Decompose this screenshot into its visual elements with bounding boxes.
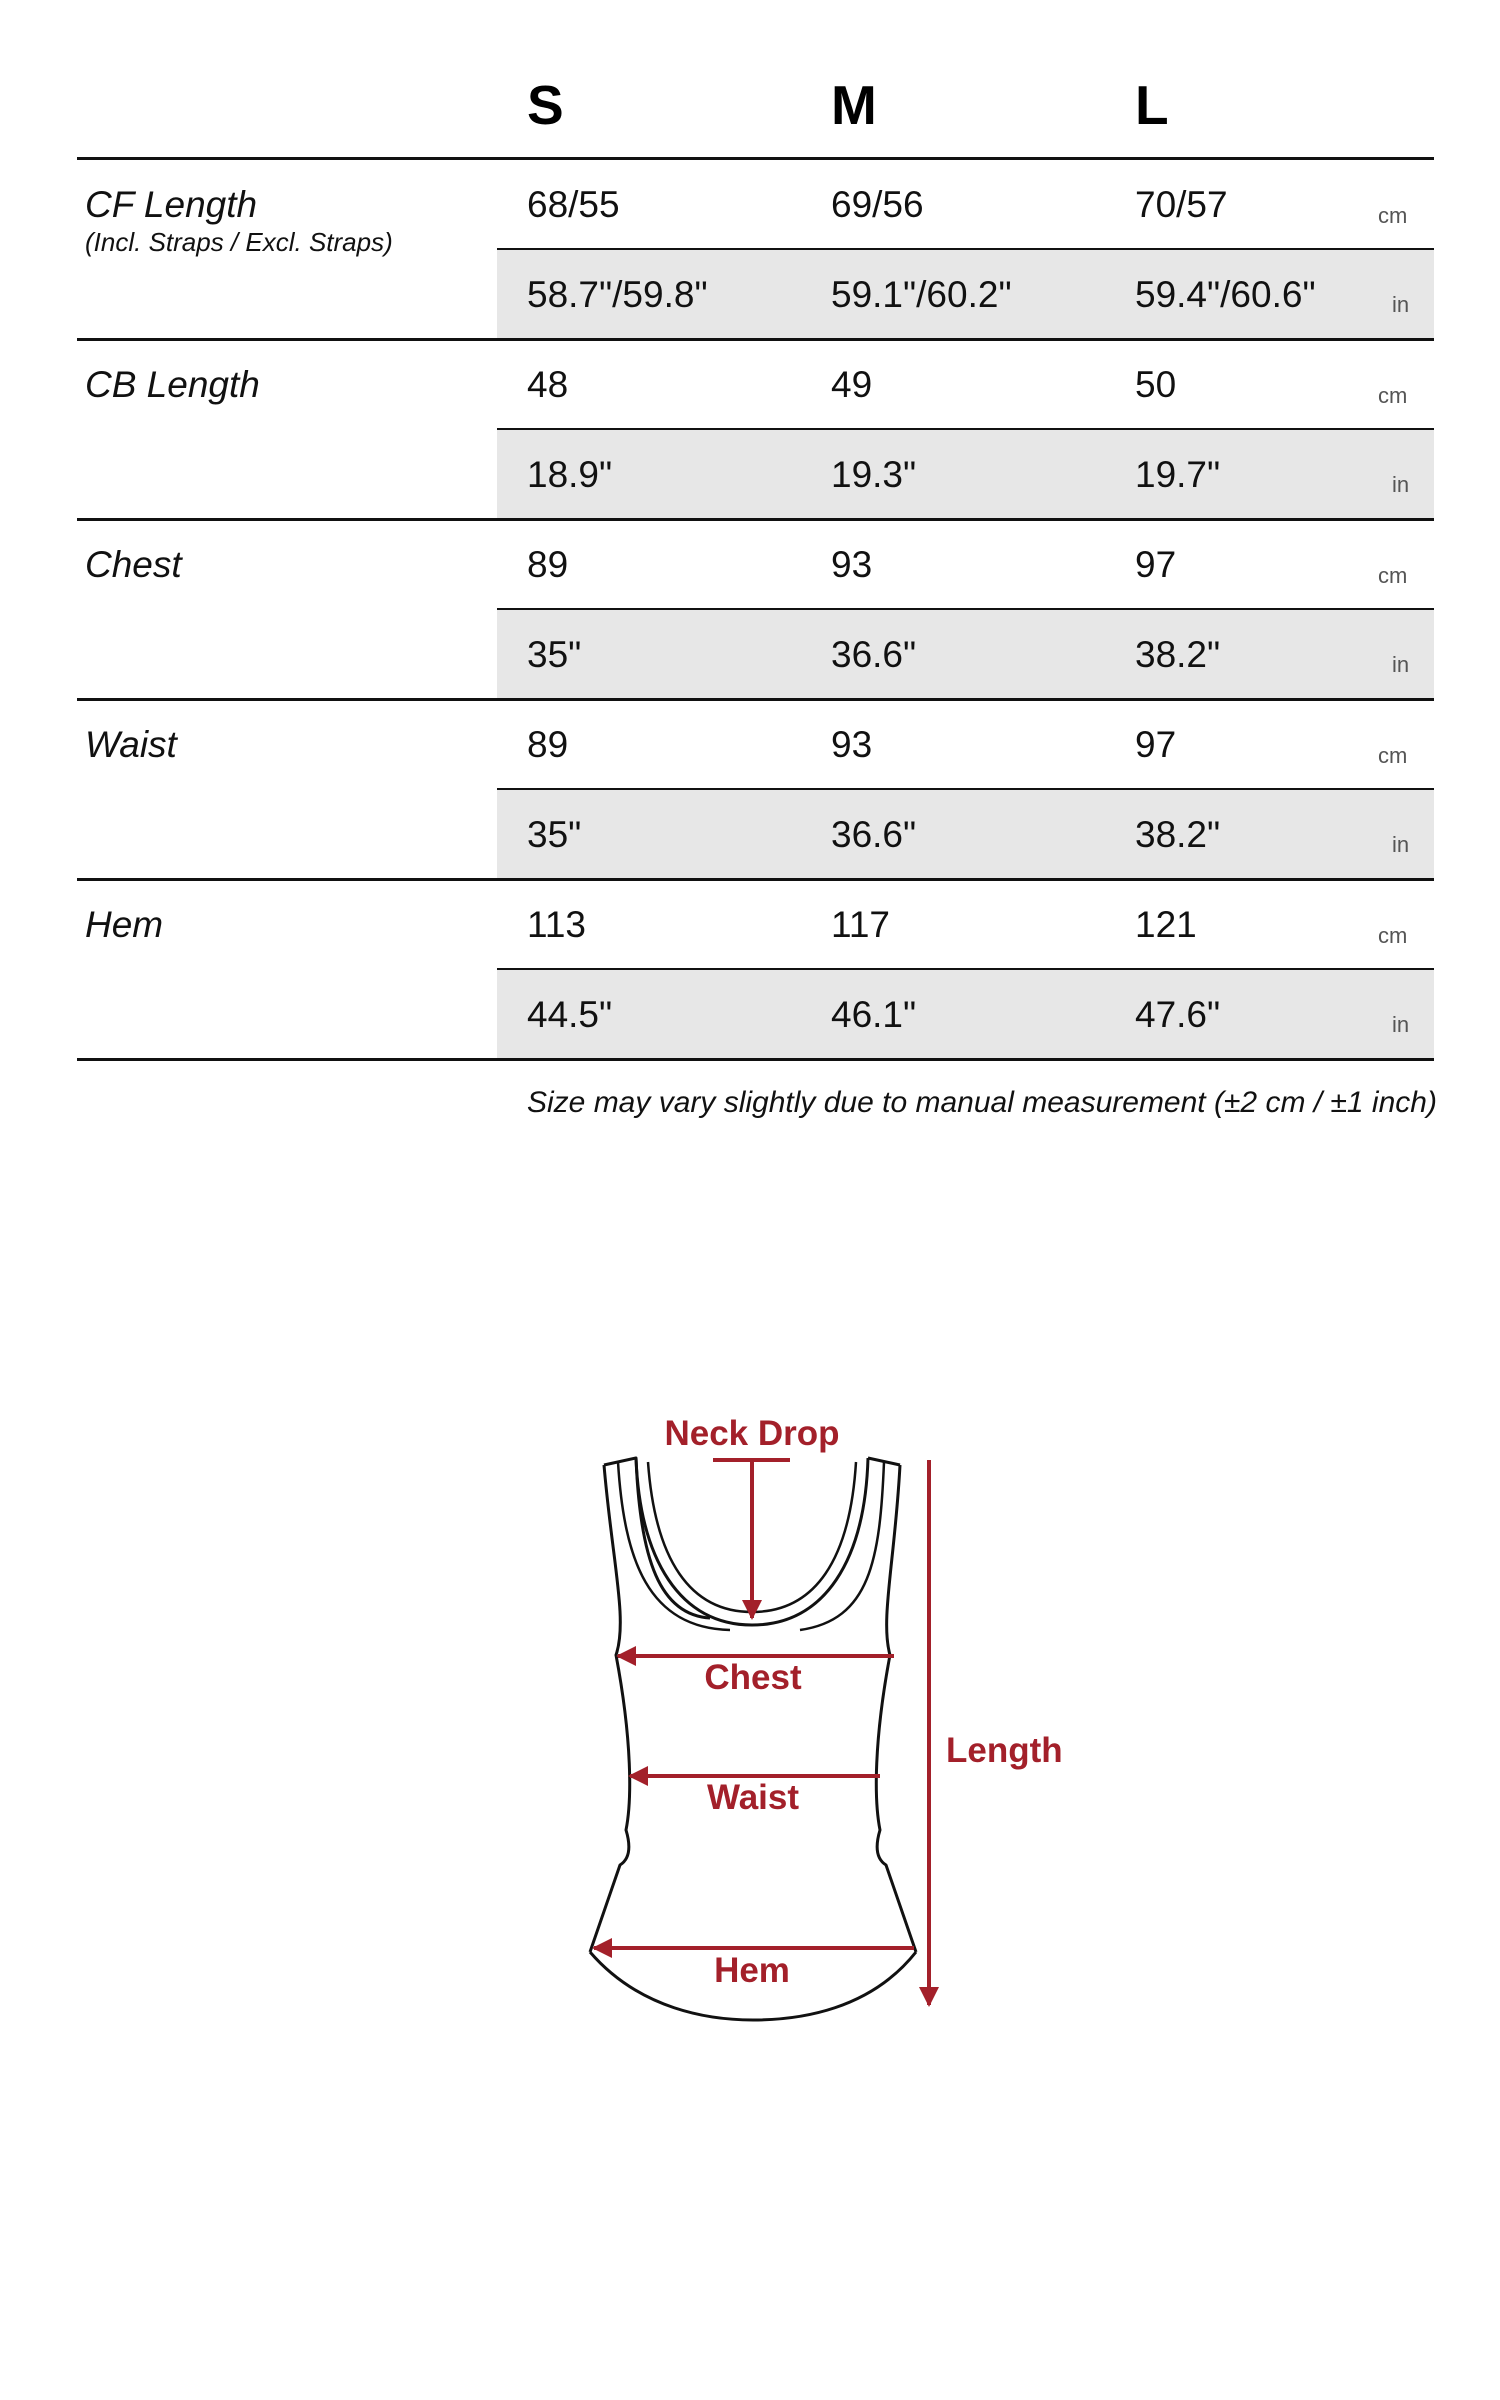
neck-drop-label: Neck Drop [664,1414,840,1453]
neck-drop-arrow [713,1460,790,1618]
waist-s-cm: 89 [527,724,569,765]
cf-length-l-in: 59.4"/60.6" [1135,274,1316,315]
chest-l-in: 38.2" [1135,634,1221,675]
row-sublabel-cf-length: (Incl. Straps / Excl. Straps) [85,227,393,257]
unit-in: in [1392,832,1410,857]
chest-label: Chest [704,1658,802,1697]
chest-m-cm: 93 [831,544,873,585]
unit-cm: cm [1378,203,1408,228]
hem-l-in: 47.6" [1135,994,1221,1035]
hem-label: Hem [714,1951,790,1990]
row-label-cb-length: CB Length [85,364,260,405]
waist-label: Waist [706,1778,800,1817]
waist-s-in: 35" [527,814,582,855]
cf-length-s-in: 58.7"/59.8" [527,274,708,315]
cf-length-l-cm: 70/57 [1135,184,1228,225]
unit-cm: cm [1378,743,1408,768]
size-header-m: M [831,74,877,136]
waist-l-cm: 97 [1135,724,1177,765]
size-header-s: S [527,74,564,136]
cb-length-l-in: 19.7" [1135,454,1221,495]
chest-m-in: 36.6" [831,634,917,675]
row-label-cf-length: CF Length [85,184,258,225]
waist-m-cm: 93 [831,724,873,765]
row-label-waist: Waist [85,724,177,765]
hem-s-in: 44.5" [527,994,613,1035]
row-label-chest: Chest [85,544,182,585]
cf-length-m-in: 59.1"/60.2" [831,274,1012,315]
chest-s-in: 35" [527,634,582,675]
unit-in: in [1392,472,1410,497]
waist-m-in: 36.6" [831,814,917,855]
waist-l-in: 38.2" [1135,814,1221,855]
hem-l-cm: 121 [1135,904,1197,945]
length-label: Length [946,1731,1063,1770]
hem-s-cm: 113 [527,904,586,945]
row-label-hem: Hem [85,904,164,945]
cb-length-s-cm: 48 [527,364,569,405]
cb-length-l-cm: 50 [1135,364,1177,405]
cb-length-s-in: 18.9" [527,454,613,495]
measurement-note: Size may vary slightly due to manual measurement (±2 cm / ±1 inch) [527,1086,1437,1119]
cb-length-m-cm: 49 [831,364,873,405]
unit-in: in [1392,292,1410,317]
cf-length-s-cm: 68/55 [527,184,620,225]
unit-in: in [1392,652,1410,677]
cf-length-m-cm: 69/56 [831,184,924,225]
cb-length-m-in: 19.3" [831,454,917,495]
size-header-l: L [1135,74,1169,136]
unit-cm: cm [1378,923,1408,948]
unit-cm: cm [1378,563,1408,588]
chest-l-cm: 97 [1135,544,1177,585]
unit-in: in [1392,1012,1410,1037]
unit-cm: cm [1378,383,1408,408]
chest-s-cm: 89 [527,544,569,585]
hem-m-cm: 117 [831,904,890,945]
hem-m-in: 46.1" [831,994,917,1035]
